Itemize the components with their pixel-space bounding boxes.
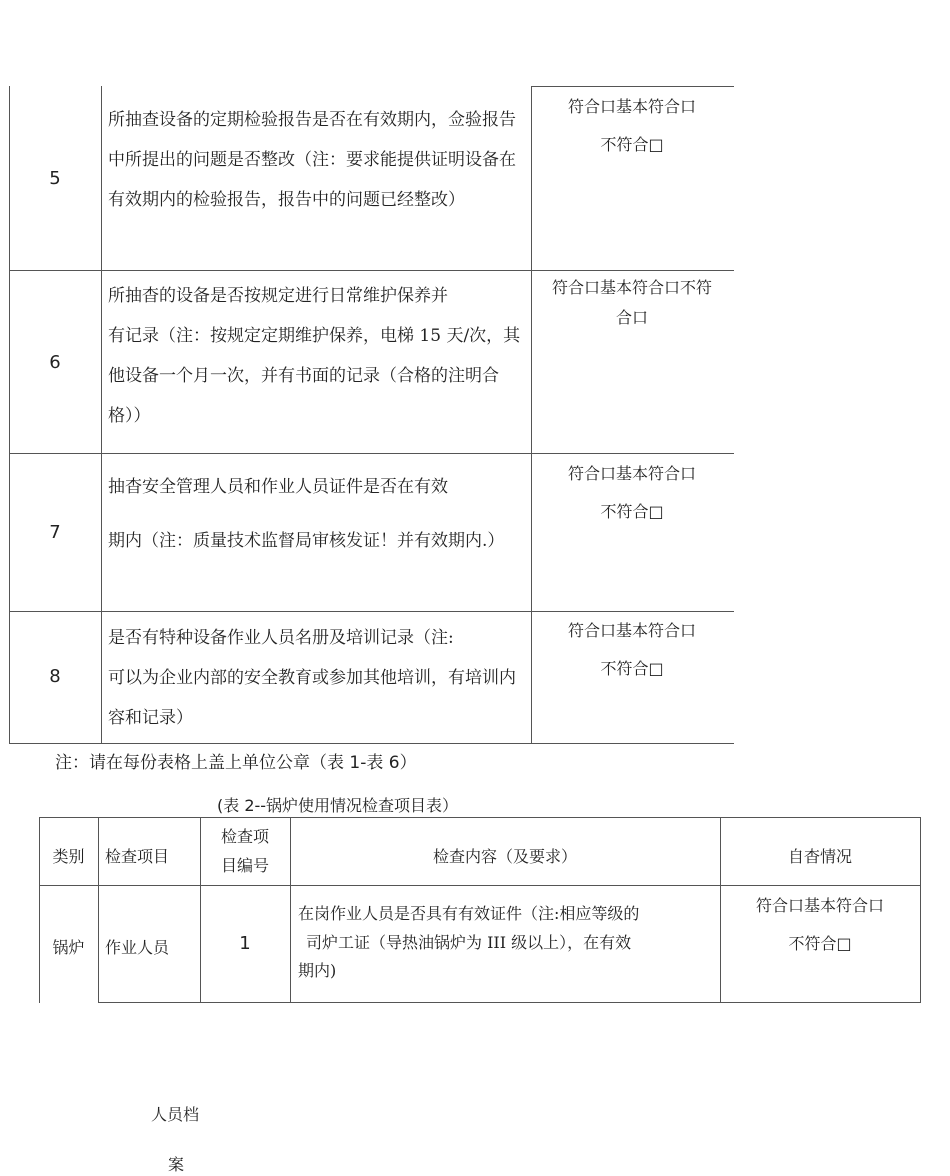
row-category: 锅炉 (52, 938, 85, 957)
header-content: 检查内容（及要求） (432, 847, 577, 866)
status-options (532, 612, 732, 688)
status-line: 不符合□ (600, 135, 664, 154)
table2-top-border (39, 817, 921, 818)
check-content (108, 100, 528, 220)
header-self-check: 自杳情况 (787, 847, 852, 866)
status-line: 合口 (615, 308, 648, 327)
row-content-lead: 在岗作业人员是否具有有效证件 (298, 906, 523, 923)
row-content-note: （注:相应等级的 (522, 904, 640, 923)
check-content-lead-2: 有记录 (108, 326, 159, 345)
check-content-lead: 抽杳安全管理人员和作业人员证件是否在有效 (108, 477, 448, 496)
footer-label-line2: 案 (168, 1155, 185, 1174)
table2-caption: (表 2--锅炉使用情况检查项目表） (217, 796, 459, 815)
check-content (108, 460, 528, 568)
table2-col-divider (98, 817, 99, 1003)
status-line: 不符合□ (788, 934, 852, 953)
row-content-note: 司炉工证（导热油锅炉为 III 级以上），在有效 (306, 933, 632, 952)
table2-right-border (920, 817, 921, 1003)
check-content-note: （注：质量技术监督局审核发证！并有效期内.） (142, 531, 505, 551)
status-line: 符合口基本符合口 (755, 896, 884, 915)
table1-row-divider (9, 270, 734, 271)
row-content (298, 900, 716, 985)
check-content-note: 可以为企业内部的安全教育或参加其他培训，有培训内容和记录） (108, 668, 516, 728)
row-number: 8 (49, 666, 61, 687)
check-content-note: （注：按规定定期维护保养，电梯 15 天/次，其他设备一个月一次，并有书面的记录（合格的注明合格）） (108, 326, 521, 426)
status-options (532, 88, 732, 164)
row-item: 作业人员 (105, 938, 170, 957)
table1-row-divider (9, 453, 734, 454)
check-content-lead: 所抽查设备的定期检验报告是否在有效期内，佥验报告中所提出的问题是否整改 (108, 110, 516, 169)
status-options (532, 273, 732, 333)
status-line: 不符合□ (600, 659, 664, 678)
check-content (108, 276, 528, 436)
status-line: 符合口基本符合口 (567, 621, 696, 640)
stamp-note: 注：请在每份表格上盖上单位公章（表 1-表 6） (55, 753, 417, 773)
check-content-lead-tail: （注: (414, 628, 454, 648)
header-item: 检查项目 (105, 847, 170, 866)
check-content-lead-2: 期内 (108, 531, 142, 550)
status-line: 不符合□ (600, 502, 664, 521)
table1-col-divider-1 (101, 86, 102, 743)
check-content-lead: 所抽杳的设备是否按规定进行日常维护保养并 (108, 286, 448, 305)
row-content-note: 期内) (298, 961, 337, 980)
status-line: 符合口基本符合口不符 (551, 278, 712, 297)
table1-top-border (531, 86, 734, 87)
header-category: 类别 (52, 847, 85, 866)
table1-bottom-border (9, 743, 734, 744)
header-code-line: 检查项 (220, 827, 269, 846)
header-code (200, 822, 290, 880)
row-status-options (720, 887, 920, 963)
row-number: 7 (49, 522, 61, 543)
check-content (108, 618, 528, 738)
check-content-lead: 是否有特种设备作业人员名册及培训记录 (108, 628, 414, 647)
row-number: 5 (49, 168, 61, 189)
header-code-line: 目编号 (220, 856, 269, 875)
table2-header-divider (39, 885, 921, 886)
check-content-note: （注：要求能提供证明设备在有效期内的检验报告，报告中的问题已经整改） (108, 150, 516, 210)
status-options (532, 455, 732, 531)
row-code: 1 (239, 933, 251, 954)
table2-bottom-border (98, 1002, 921, 1003)
footer-label-line1: 人员档 (151, 1105, 200, 1124)
status-line: 符合口基本符合口 (567, 464, 696, 483)
status-line: 符合口基本符合口 (567, 97, 696, 116)
row-number: 6 (49, 352, 61, 373)
